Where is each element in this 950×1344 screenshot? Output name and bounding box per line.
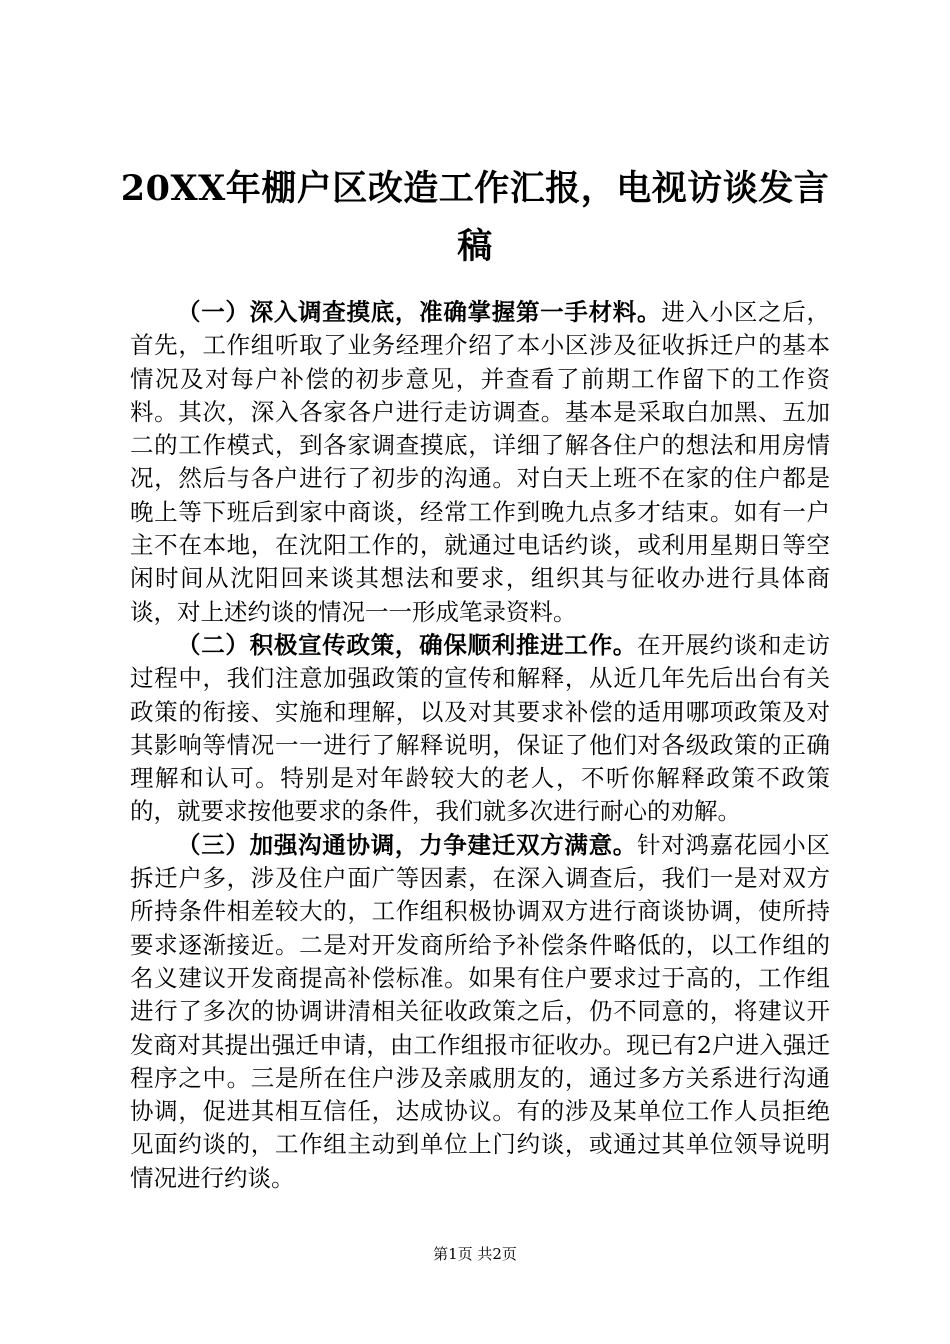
paragraph-2 <box>130 629 830 829</box>
paragraph-1-body: 进入小区之后，首先，工作组听取了业务经理介绍了本小区涉及征收拆迁户的基本情况及对每户补偿的初步意见，并查看了前期工作留下的工作资料。其次，深入各家各户进行走访调查。基本是采取白加黑、五加二的工作模式，到各家调查摸底，详细了解各住户的想法和用房情况，然后与各户进行了初步的沟通。对白天上班不在家的住户都是晚上等下班后到家中商谈，经常工作到晚九点多才结束。如有一户主不在本地，在沈阳工作的，就通过电话约谈，或利用星期日等空闲时间从沈阳回来谈其想法和要求，组织其与征收办进行具体商谈，对上述约谈的情况一一形成笔录资料。 <box>130 298 831 626</box>
document-body <box>130 296 830 1195</box>
paragraph-3 <box>130 829 830 1195</box>
document-title: 20XX年棚户区改造工作汇报，电视访谈发言稿 <box>120 168 830 267</box>
paragraph-3-heading: （三）加强沟通协调，力争建迁双方满意。 <box>177 830 638 859</box>
page-footer: 第1页 共2页 <box>433 1245 517 1263</box>
paragraph-1-heading: （一）深入调查摸底，准确掌握第一手材料。 <box>177 298 662 326</box>
paragraph-1 <box>130 296 830 629</box>
paragraph-2-body: 在开展约谈和走访过程中，我们注意加强政策的宣传和解释，从近几年先后出台有关政策的衔接、实施和理解，以及对其要求补偿的适用哪项政策及对其影响等情况一一进行了解释说明，保证了他们对各级政策的正确理解和认可。特别是对年龄较大的老人，不听你解释政策不政策的，就要求按他要求的条件，我们就多次进行耐心的劝解。 <box>130 630 831 826</box>
paragraph-2-heading: （二）积极宣传政策，确保顺利推进工作。 <box>177 630 638 659</box>
paragraph-3-body: 针对鸿嘉花园小区拆迁户多，涉及住户面广等因素，在深入调查后，我们一是对双方所持条件相差较大的，工作组积极协调双方进行商谈协调，使所持要求逐渐接近。二是对开发商所给予补偿条件略低的，以工作组的名义建议开发商提高补偿标准。如果有住户要求过于高的，工作组进行了多次的协调讲清相关征收政策之后，仍不同意的，将建议开发商对其提出强迁申请，由工作组报市征收办。现已有2户进入强迁程序之中。三是所在住户涉及亲戚朋友的，通过多方关系进行沟通协调，促进其相互信任，达成协议。有的涉及某单位工作人员拒绝见面约谈的，工作组主动到单位上门约谈，或通过其单位领导说明情况进行约谈。 <box>130 830 831 1192</box>
